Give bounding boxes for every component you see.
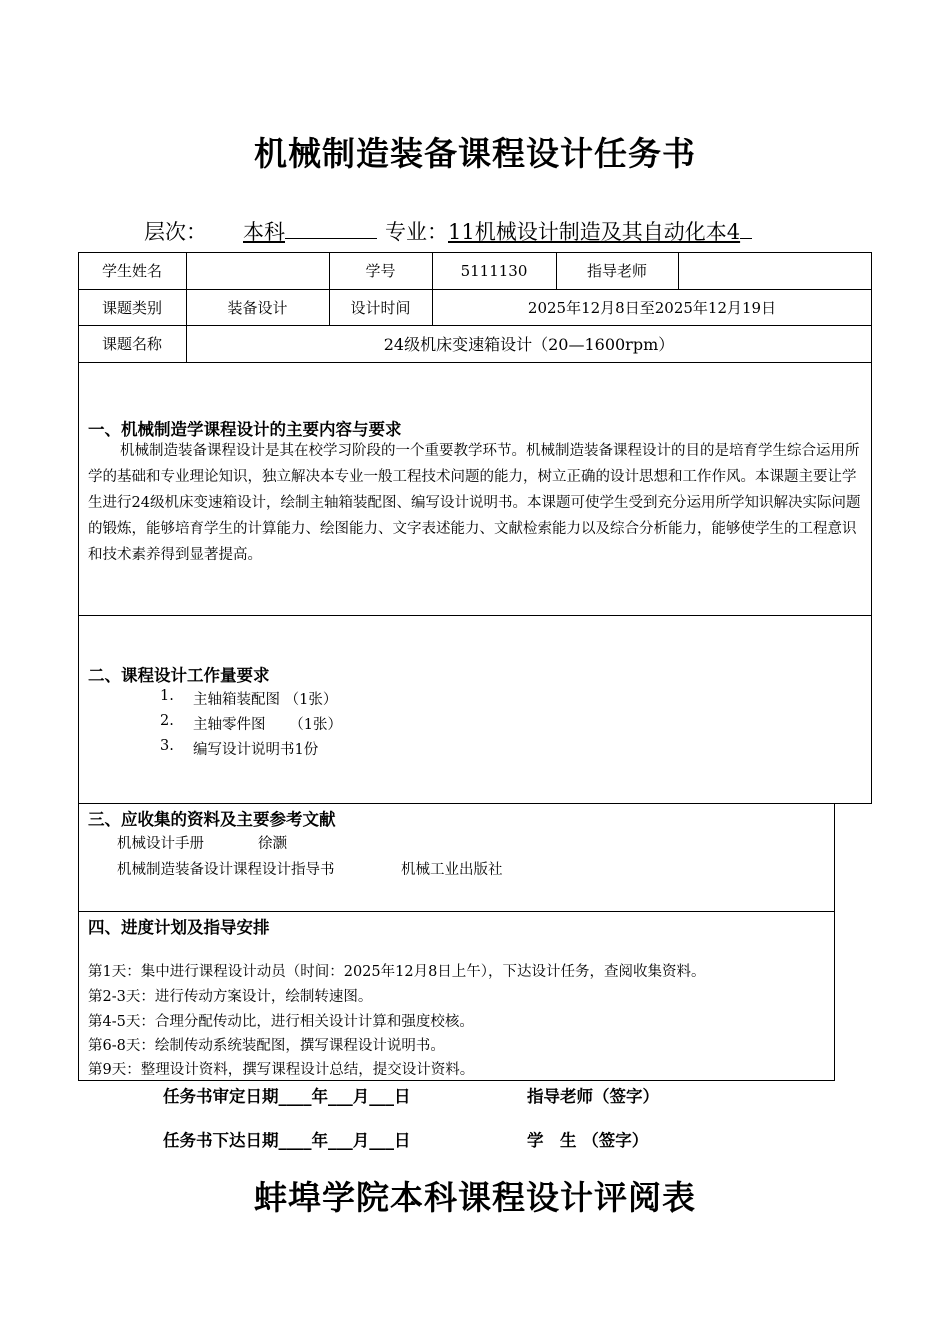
topic-label: 课题名称 bbox=[101, 335, 162, 353]
ref-author-2: 机械工业出版社 bbox=[401, 862, 503, 878]
section4-heading: 四、进度计划及指导安排 bbox=[88, 918, 270, 937]
workload-item-3: 编写设计说明书1份 bbox=[193, 742, 319, 758]
advisor-value bbox=[678, 252, 872, 289]
level-value: 本科 bbox=[243, 220, 285, 244]
topic-value: 24级机床变速箱设计（20—1600rpm） bbox=[383, 335, 675, 354]
ref-title-2: 机械制造装备设计课程设计指导书 bbox=[117, 862, 335, 878]
category-label: 课题类别 bbox=[101, 298, 162, 317]
workload-num-1: 1. bbox=[160, 688, 174, 704]
schedule-line-4: 第6-8天：绘制传动系统装配图，撰写课程设计说明书。 bbox=[88, 1038, 445, 1054]
document-title: 机械制造装备课程设计任务书 bbox=[254, 134, 696, 173]
schedule-line-2: 第2-3天：进行传动方案设计，绘制转速图。 bbox=[88, 989, 373, 1005]
section3-heading: 三、应收集的资料及主要参考文献 bbox=[88, 810, 336, 829]
category-value: 装备设计 bbox=[227, 298, 288, 317]
advisor-label: 指导老师 bbox=[586, 262, 647, 280]
student-name-label: 学生姓名 bbox=[101, 262, 162, 280]
issue-date: 任务书下达日期____年___月___日 bbox=[163, 1131, 411, 1150]
workload-item-2: 主轴零件图 （1张） bbox=[193, 717, 342, 733]
student-id-label: 学号 bbox=[365, 262, 396, 280]
schedule-line-1: 第1天：集中进行课程设计动员（时间：2025年12月8日上午），下达设计任务，查阅收集资料。 bbox=[88, 964, 706, 980]
workload-item-1: 主轴箱装配图 （1张） bbox=[193, 692, 338, 708]
student-signature: 学 生 （签字） bbox=[527, 1131, 649, 1150]
major-blank bbox=[740, 220, 752, 239]
advisor-signature: 指导老师（签字） bbox=[527, 1087, 659, 1106]
ref-title-1: 机械设计手册 bbox=[117, 836, 204, 852]
major-value: 11机械设计制造及其自动化本4 bbox=[448, 220, 741, 244]
workload-num-2: 2. bbox=[160, 713, 174, 729]
subheading-line bbox=[144, 216, 752, 246]
section2-heading: 二、课程设计工作量要求 bbox=[88, 666, 270, 685]
workload-num-3: 3. bbox=[160, 738, 174, 754]
schedule-line-5: 第9天：整理设计资料，撰写课程设计总结，提交设计资料。 bbox=[88, 1062, 475, 1078]
period-value: 2025年12月8日至2025年12月19日 bbox=[527, 298, 777, 317]
period-label: 设计时间 bbox=[350, 298, 411, 317]
major-label: 专业： bbox=[385, 220, 448, 244]
section1-heading: 一、机械制造学课程设计的主要内容与要求 bbox=[88, 420, 402, 439]
evaluation-form-title: 蚌埠学院本科课程设计评阅表 bbox=[254, 1178, 696, 1217]
section1-body: 机械制造装备课程设计是其在校学习阶段的一个重要教学环节。机械制造装备课程设计的目的是培育学生综合运用所学的基础和专业理论知识，独立解决本专业一般工程技术问题的能力，树立正确的设计思想和工作作风。本课题主要让学生进行24级机床变速箱设计，绘制主轴箱装配图、编写设计说明书。本课题可使学生受到充分运用所学知识解决实际问题的锻炼，能够培育学生的计算能力、绘图能力、文字表述能力、文献检索能力以及综合分析能力，能够使学生的工程意识和技术素养得到显著提高。 bbox=[88, 443, 861, 563]
student-name-value bbox=[186, 252, 329, 289]
level-blank bbox=[285, 220, 377, 239]
student-id-value: 5111130 bbox=[460, 261, 528, 280]
review-date: 任务书审定日期____年___月___日 bbox=[163, 1087, 411, 1106]
level-label: 层次： bbox=[144, 220, 207, 244]
schedule-line-3: 第4-5天：合理分配传动比，进行相关设计计算和强度校核。 bbox=[88, 1014, 474, 1030]
ref-author-1: 徐灏 bbox=[258, 836, 287, 852]
